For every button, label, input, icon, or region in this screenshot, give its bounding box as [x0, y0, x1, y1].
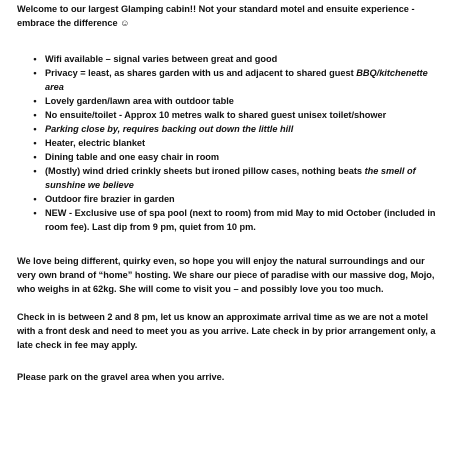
parking-paragraph: Please park on the gravel area when you arrive. — [17, 372, 225, 382]
amenity-text: Dining table and one easy chair in room — [45, 152, 220, 162]
checkin-paragraph: Check in is between 2 and 8 pm, let us know an approximate arrival time as we are not a motel with a front desk and need to meet you as you arrive. Late check in by prior arrangement only, a late check in fee may apply. — [17, 312, 436, 350]
amenity-item — [30, 66, 442, 94]
bullet-icon: • — [33, 96, 37, 106]
amenity-text: Privacy = least, as shares garden with us and adjacent to shared guest — [45, 68, 357, 78]
amenity-emphasis: the smell of sunshine we believe — [45, 166, 416, 190]
bullet-icon: • — [33, 194, 37, 204]
amenity-text: Lovely garden/lawn area with outdoor table — [45, 96, 234, 106]
amenity-emphasis: BBQ/kitchenette area — [45, 68, 428, 92]
bullet-icon: • — [33, 152, 37, 162]
amenity-item — [30, 206, 442, 234]
bullet-icon: • — [33, 166, 37, 176]
amenity-item — [30, 122, 442, 136]
bullet-icon: • — [33, 138, 37, 148]
amenity-text: NEW - Exclusive use of spa pool (next to room) from mid May to mid October (included in room fee). Last dip from 9 pm, quiet from 10 pm. — [45, 208, 436, 232]
amenity-text: No ensuite/toilet - Approx 10 metres walk to shared guest unisex toilet/shower — [45, 110, 387, 120]
amenity-item — [30, 52, 442, 66]
amenity-item — [30, 136, 442, 150]
amenity-emphasis: Parking close by, requires backing out down the little hill — [45, 124, 294, 134]
amenity-item — [30, 164, 442, 192]
amenity-text: Outdoor fire brazier in garden — [45, 194, 175, 204]
amenities-list — [17, 52, 442, 234]
bullet-icon: • — [33, 110, 37, 120]
bullet-icon: • — [33, 54, 37, 64]
amenity-item — [30, 108, 442, 122]
amenity-item — [30, 150, 442, 164]
amenity-text: (Mostly) wind dried crinkly sheets but ironed pillow cases, nothing beats — [45, 166, 365, 176]
amenity-text: Heater, electric blanket — [45, 138, 146, 148]
intro-text: Welcome to our largest Glamping cabin!! Not your standard motel and ensuite experience - embrace the difference ☺ — [17, 4, 415, 28]
about-paragraph: We love being different, quirky even, so hope you will enjoy the natural surroundings and our very own brand of “home” hosting. We share our piece of paradise with our massive dog, Mojo, who weighs in at 62kg. She will come to visit you – and possibly love you too much. — [17, 256, 435, 294]
bullet-icon: • — [33, 68, 37, 78]
amenity-item — [30, 192, 442, 206]
bullet-icon: • — [33, 124, 37, 134]
bullet-icon: • — [33, 208, 37, 218]
amenity-text: Wifi available – signal varies between great and good — [45, 54, 278, 64]
amenity-item — [30, 94, 442, 108]
